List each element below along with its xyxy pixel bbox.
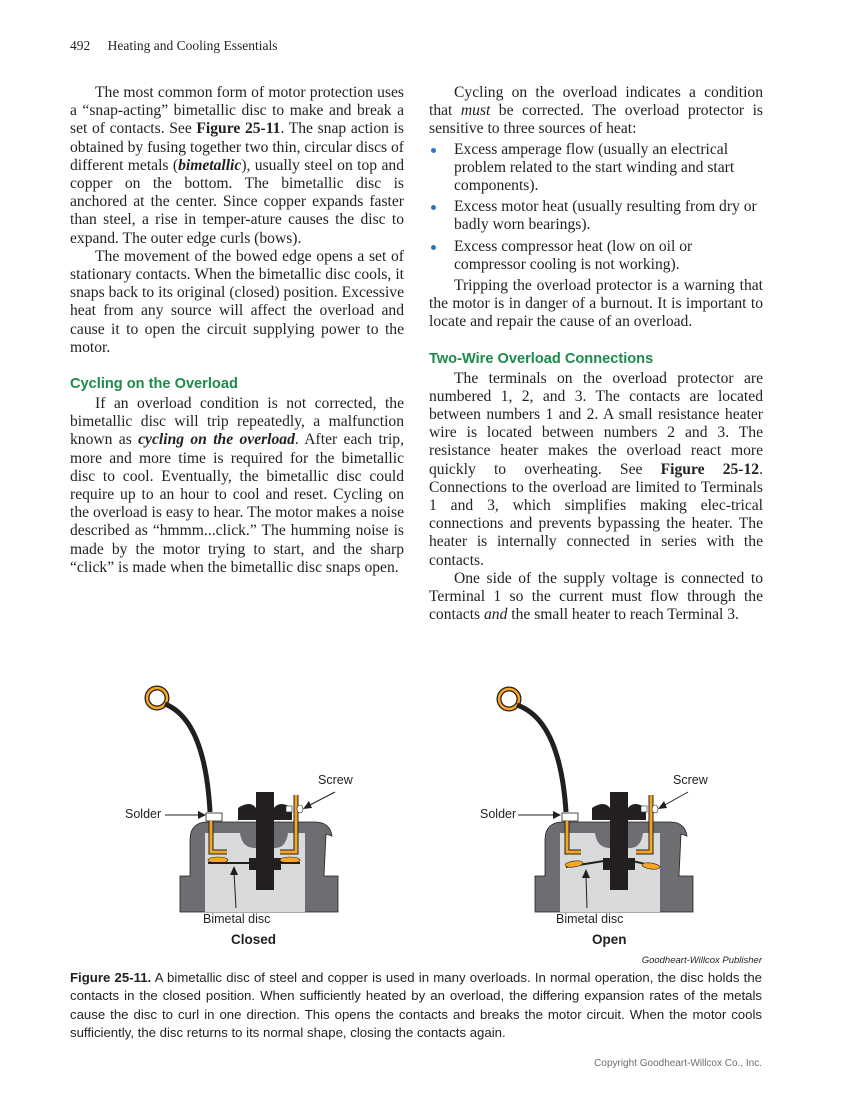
paragraph: Tripping the overload protector is a warning that the motor is in danger of a burnout. It is important to locate and repair the cause of an overload. (429, 277, 763, 331)
paragraph: The movement of the bowed edge opens a set of stationary contacts. When the bimetallic disc cools, it snaps back to its original (closed) position. Excessive heat from any source will affect the overload and cause it to open the circuit supplying power to the motor. (70, 247, 404, 356)
text: If an overload condition is not corrected, the bimetallic disc will trip repeatedly, a malfunction known as (70, 395, 404, 449)
bimetal-disc-label: Bimetal disc (556, 912, 624, 926)
text: Cycling on the overload indicates a condition that (429, 84, 763, 120)
bullet-icon (431, 205, 436, 210)
figure-panel-closed (110, 680, 370, 950)
figure-panel-open (470, 680, 730, 950)
solder-label: Solder (125, 807, 162, 821)
bullet-list (429, 141, 763, 274)
copyright-footer: Copyright Goodheart-Willcox Co., Inc. (594, 1058, 762, 1069)
screw-label: Screw (673, 773, 708, 787)
bimetal-disc-label: Bimetal disc (203, 912, 271, 926)
bullet-icon (431, 245, 436, 250)
section-heading: Cycling on the Overload (70, 376, 238, 393)
key-term: bimetallic (178, 156, 242, 174)
figure-credit: Goodheart-Willcox Publisher (641, 955, 762, 966)
list-item-text: Excess amperage flow (usually an electrical problem related to the start winding and start components). (454, 140, 735, 195)
bullet-icon (431, 148, 436, 153)
page-number: 492 (70, 38, 91, 53)
text: ), usually steel on top and copper on the bottom. The bimetallic disc is anchored at the center. Since copper expands faster than steel, a rise in temper-ature causes the disc to expand. The outer edge curls (bows). (70, 156, 404, 247)
text: . Connections to the overload are limited to Terminals 1 and 3, which simplifies making elec-trical connections and prevents bypassing the heater. The heater is internally connected in series with the contacts. (429, 460, 763, 569)
list-item (429, 141, 763, 196)
screw-label: Screw (318, 773, 353, 787)
figure-caption-text: A bimetallic disc of steel and copper is used in many overloads. In normal operation, the disc holds the contacts in the closed position. When sufficiently heated by an overload, the differing expansion rates of the metals cause the disc to curl in one direction. This opens the contacts and breaks the motor circuit. When the motor cools sufficiently, the disc returns to its normal shape, closing the contacts again. (70, 970, 762, 1040)
figure-caption-label: Figure 25-11. (70, 970, 152, 985)
paragraph (70, 84, 404, 248)
paragraph (70, 395, 404, 577)
right-column (429, 84, 763, 624)
paragraph (429, 84, 763, 139)
key-term: cycling on the overload (138, 431, 295, 449)
text: . After each trip, more and more time is required for the bimetallic disc to cool. Eventually, the bimetallic disc could require up to an hour to cool and reset. Cycling on the overload is easy to hear. The motor makes a noise described as “hmmm...click.” The humming noise is made by the motor trying to start, and the sharp “click” is made when the bimetallic disc snaps open. (70, 431, 404, 576)
state-label-closed: Closed (231, 932, 277, 947)
running-head (70, 38, 277, 54)
list-item-text: Excess compressor heat (low on oil or compressor cooling is not working). (454, 237, 693, 273)
state-label-open: Open (592, 932, 627, 947)
list-item-text: Excess motor heat (usually resulting from dry or badly worn bearings). (454, 198, 757, 234)
emphasis: and (484, 606, 508, 624)
figure-reference: Figure 25-12 (660, 460, 760, 478)
text: The most common form of motor protection uses a “snap-acting” bimetallic disc to make and break a set of contacts. See (70, 84, 404, 138)
paragraph (429, 570, 763, 625)
text: The terminals on the overload protector are numbered 1, 2, and 3. The contacts are located between numbers 1 and 2. A small resistance heater wire is located between numbers 2 and 3. The resistance heater makes the overload react more quickly to overheating. See (429, 369, 763, 478)
text: One side of the supply voltage is connected to Terminal 1 so the current must flow through the contacts (429, 569, 763, 624)
solder-label: Solder (480, 807, 517, 821)
emphasis: must (460, 102, 491, 120)
text: be corrected. The overload protector is sensitive to three sources of heat: (429, 102, 763, 138)
text: . The snap action is obtained by fusing together two thin, circular discs of different metals ( (70, 120, 404, 174)
list-item (429, 198, 763, 234)
list-item (429, 238, 763, 274)
figure-reference: Figure 25-11 (196, 120, 281, 138)
text: the small heater to reach Terminal 3. (507, 606, 739, 624)
paragraph (429, 370, 763, 570)
left-column (70, 84, 404, 577)
book-title: Heating and Cooling Essentials (107, 38, 278, 53)
figure-caption (70, 969, 762, 1042)
section-heading: Two-Wire Overload Connections (429, 350, 654, 367)
